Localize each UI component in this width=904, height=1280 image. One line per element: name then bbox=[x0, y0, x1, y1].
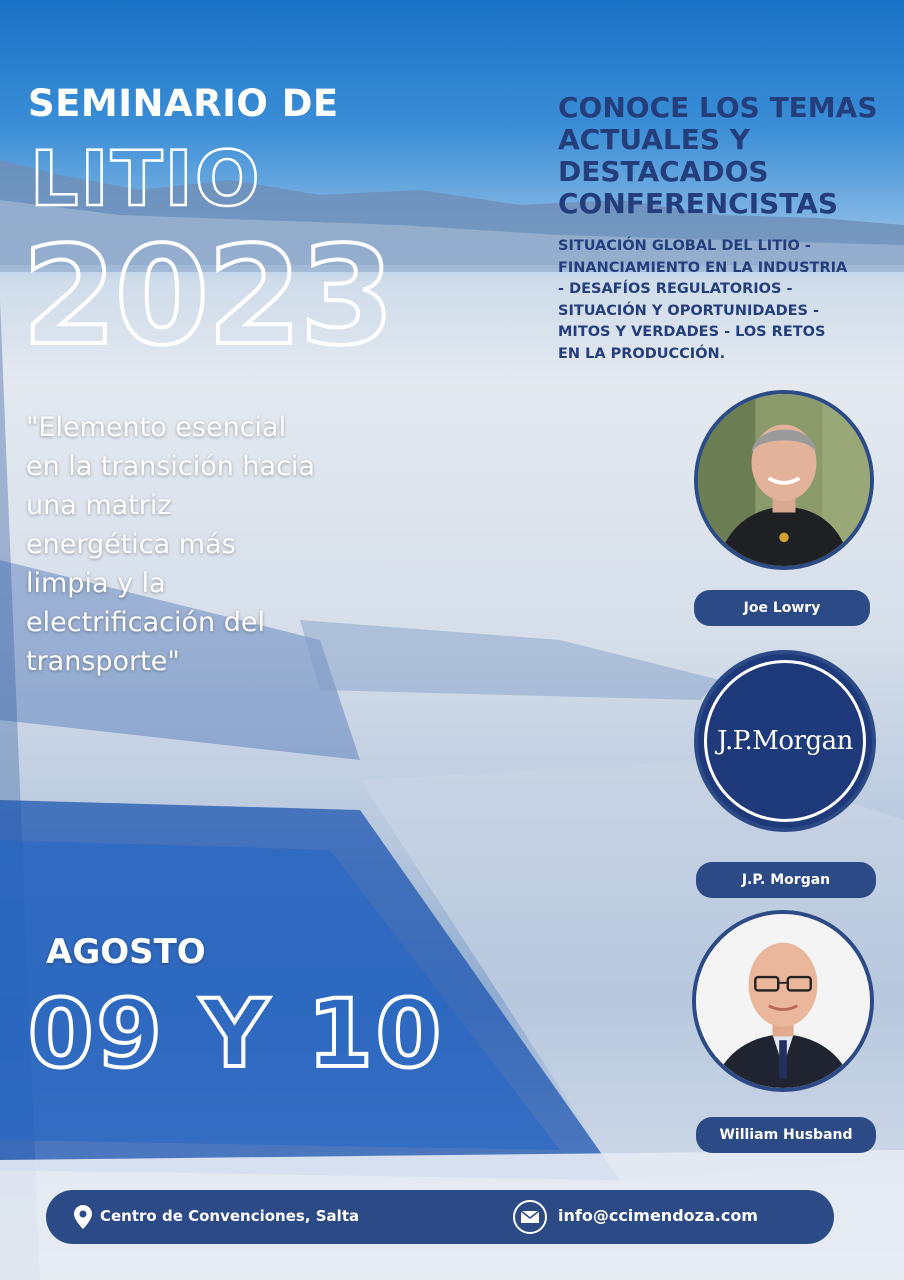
jp-morgan-logo bbox=[704, 660, 866, 822]
speaker-name-jp-morgan: J.P. Morgan bbox=[696, 862, 876, 898]
event-days: 09 Y 10 bbox=[28, 980, 445, 1089]
speaker-name-william-husband: William Husband bbox=[696, 1117, 876, 1153]
speaker-logo-jp-morgan bbox=[694, 650, 876, 832]
title-litio: LITIO bbox=[30, 134, 262, 223]
quote-text: "Elemento esencial en la transición hacia una matriz energética más limpia y la electrificación del transporte" bbox=[26, 412, 315, 677]
envelope-icon bbox=[512, 1199, 548, 1235]
speaker-photo-william-husband bbox=[692, 910, 874, 1092]
event-month: AGOSTO bbox=[46, 932, 206, 972]
topics-heading: CONOCE LOS TEMAS ACTUALES Y DESTACADOS CONFERENCISTAS bbox=[558, 91, 878, 220]
title-year: 2023 bbox=[22, 218, 393, 376]
title-seminario: SEMINARIO DE bbox=[28, 82, 339, 125]
event-location: Centro de Convenciones, Salta bbox=[100, 1207, 360, 1225]
speaker-photo-joe-lowry bbox=[694, 390, 874, 570]
speaker-name-joe-lowry: Joe Lowry bbox=[694, 590, 870, 626]
footer-bar bbox=[46, 1190, 834, 1244]
jp-morgan-logo-text: J.P.Morgan bbox=[717, 726, 853, 756]
map-pin-icon bbox=[74, 1205, 92, 1229]
contact-email[interactable]: info@ccimendoza.com bbox=[558, 1206, 758, 1225]
topics-list: SITUACIÓN GLOBAL DEL LITIO - FINANCIAMIENTO EN LA INDUSTRIA - DESAFÍOS REGULATORIOS - SITUACIÓN Y OPORTUNIDADES - MITOS Y VERDADES - LOS RETOS EN LA PRODUCCIÓN. bbox=[558, 238, 848, 362]
